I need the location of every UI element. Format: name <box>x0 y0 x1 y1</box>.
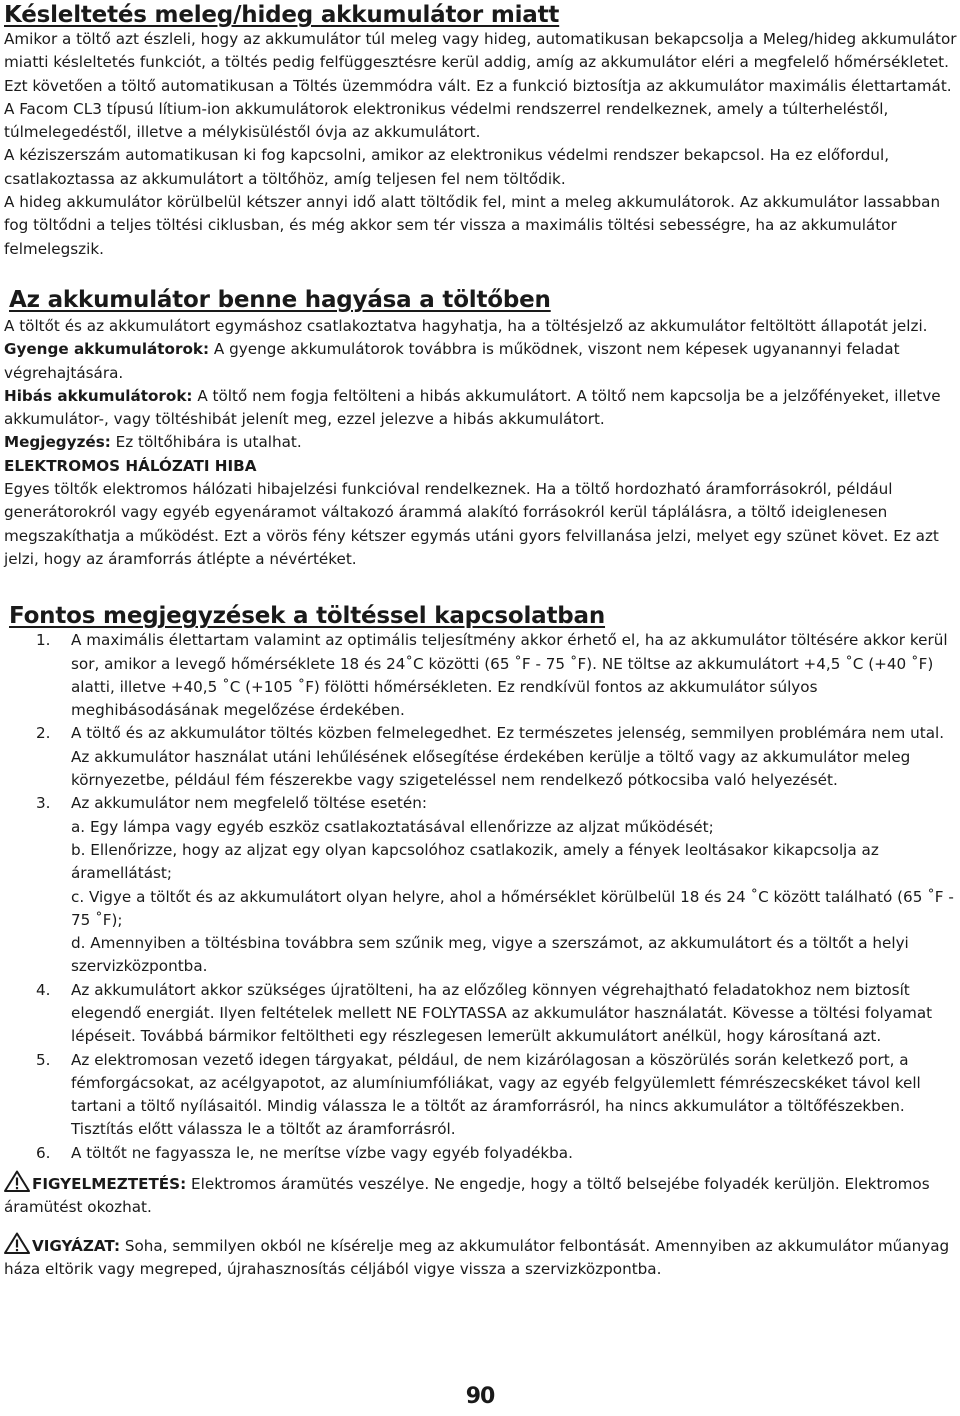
list-item-text: Az akkumulátor nem megfelelő töltése esetén: <box>71 794 427 813</box>
sub-item: b. Ellenőrizze, hogy az aljzat egy olyan kapcsolóhoz csatlakozik, amely a fények leoltásakor kikapcsolja az áramellátást; <box>71 840 879 883</box>
list-item-number: 5. <box>36 1050 51 1069</box>
list-item <box>4 629 957 722</box>
paragraph-delay-intro: Amikor a töltő azt észleli, hogy az akkumulátor túl meleg vagy hideg, automatikusan bekapcsolja a Meleg/hideg akkumulátor miatti késleltetés funkciót, a töltés pedig felfüggesztésre kerül addig, amíg az akkumulátor eléri a megfelelő hőmérsékletet. Ezt követően a töltő automatikusan a Töltés üzemmódra vált. Ez a funkció biztosítja az akkumulátor maximális élettartamát. <box>4 30 957 95</box>
power-fault-heading: ELEKTROMOS HÁLÓZATI HIBA <box>4 456 257 475</box>
sub-item: d. Amennyiben a töltésbina továbbra sem szűnik meg, vigye a szerszámot, az akkumulátort és a töltőt a helyi szervizközpontba. <box>71 934 909 976</box>
sub-item: a. Egy lámpa vagy egyéb eszköz csatlakoztatásával ellenőrizze az aljzat működését; <box>71 817 714 836</box>
caution-notice <box>4 1232 957 1282</box>
list-item-number: 4. <box>36 980 51 999</box>
warning-notice <box>4 1170 957 1220</box>
paragraph-power-fault: Egyes töltők elektromos hálózati hibajelzési funkcióval rendelkeznek. Ha a töltő hordozható áramforrásokról, például generátorokról vagy egyéb egyenáramot váltakozó árammá alakító forrásokról kerül táplálásra, a töltő ideiglenesen megszakíthatja a működést. Ezt a vörös fény kétszer egymás utáni gyors felvillanása jelzi, melyet egy szünet követ. Ez azt jelzi, hogy az áramforrás átlépte a névértéket. <box>4 480 939 568</box>
faulty-batteries-text: A töltő nem fogja feltölteni a hibás akkumulátort. A töltő nem kapcsolja be a jelzőfényeket, illetve akkumulátor-, vagy töltéshibát jelenít meg, ezzel jelezve a hibás akkumulátort. <box>4 386 941 429</box>
list-item-text: A maximális élettartam valamint az optimális teljesítmény akkor érhető el, ha az akkumulátor töltésére akkor kerül sor, amikor a levegő hőmérséklete 18 és 24˚C közötti (65 ˚F - 75 ˚F). NE töltse az akkumulátort +4,5 ˚C (+40 ˚F) alatti, illetve +40,5 ˚C (+105 ˚F) fölötti hőmérsékleten. Ez rendkívül fontos az akkumulátor súlyos meghibásodásának megelőzése érdekében. <box>71 631 948 720</box>
list-item-text: Az akkumulátort akkor szükséges újratölteni, ha az előzőleg könnyen végrehajtható feladatokhoz nem biztosít elegendő energiát. Ilyen feltételek mellett NE FOLYTASSA az akkumulátor használatát. Kövesse a töltési folyamat lépéseit. Továbbá bármikor feltöltheti egy részlegesen lemerült akkumulátort anélkül, hogy károsítaná azt. <box>71 980 933 1046</box>
weak-batteries-label: Gyenge akkumulátorok: <box>4 340 210 359</box>
sub-item: c. Vigye a töltőt és az akkumulátort olyan helyre, ahol a hőmérséklet körülbelül 18 és 24 ˚C között található (65 ˚F - 75 ˚F); <box>71 887 954 929</box>
charging-notes-list <box>4 629 957 1165</box>
caution-triangle-icon <box>4 1232 30 1254</box>
paragraph-protection-system: A Facom CL3 típusú lítium-ion akkumulátorok elektronikus védelmi rendszerrel rendelkeznek, amely a túlterheléstől, túlmelegedéstől, illetve a mélykisüléstől óvja az akkumulátort. <box>4 99 889 142</box>
list-item-number: 1. <box>36 631 51 650</box>
manual-page <box>4 0 957 1281</box>
paragraph-weak-batteries <box>4 338 957 385</box>
paragraph-note <box>4 431 957 454</box>
list-item-text: A töltőt ne fagyassza le, ne merítse vízbe vagy egyéb folyadékba. <box>71 1143 573 1162</box>
faulty-batteries-label: Hibás akkumulátorok: <box>4 386 193 405</box>
list-item-number: 3. <box>36 794 51 813</box>
caution-label: VIGYÁZAT: <box>32 1236 121 1255</box>
list-item <box>4 722 957 792</box>
section-title-charging-notes: Fontos megjegyzések a töltéssel kapcsolatban <box>9 603 606 630</box>
list-item-number: 2. <box>36 724 51 743</box>
caution-text: Soha, semmilyen okból ne kísérelje meg az akkumulátor felbontását. Amennyiben az akkumulátor műanyag háza eltörik vagy megreped, újrahasznosítás céljából vigye vissza a szervizközpontba. <box>4 1236 950 1278</box>
list-item-text: A töltő és az akkumulátor töltés közben felmelegedhet. Ez természetes jelenség, semmilyen problémára nem utal. Az akkumulátor használat utáni lehűlésének elősegítése érdekében kerülje a töltő vagy az akkumulátor meleg környezetbe, például fém fészerekbe vagy szigeteléssel nem rendelkező pótkocsiba való helyezését. <box>71 724 945 790</box>
list-item <box>4 1049 957 1142</box>
paragraph-cold-battery: A hideg akkumulátor körülbelül kétszer annyi idő alatt töltődik fel, mint a meleg akkumulátorok. Az akkumulátor lassabban fog töltődni a teljes töltési ciklusban, és még akkor sem tér vissza a maximális töltési sebességre, ha az akkumulátor felmelegszik. <box>4 193 941 258</box>
section-title-delay: Késleltetés meleg/hideg akkumulátor miatt <box>4 2 560 28</box>
paragraph-tool-shutoff: A kéziszerszám automatikusan ki fog kapcsolni, amikor az elektronikus védelmi rendszer bekapcsol. Ha ez előfordul, csatlakoztassa az akkumulátort a töltőhöz, amíg teljesen fel nem töltődik. <box>4 146 890 188</box>
list-item-number: 6. <box>36 1143 51 1162</box>
warning-text: Elektromos áramütés veszélye. Ne engedje, hogy a töltő belsejébe folyadék kerüljön. Elektromos áramütést okozhat. <box>4 1175 930 1217</box>
warning-triangle-icon <box>4 1170 30 1192</box>
page-number: 90 <box>465 1384 495 1409</box>
warning-label: FIGYELMEZTETÉS: <box>32 1175 187 1194</box>
list-item <box>4 979 957 1049</box>
section-title-leave-in-charger: Az akkumulátor benne hagyása a töltőben <box>9 286 551 313</box>
list-item <box>4 1142 957 1165</box>
paragraph-leave-connected: A töltőt és az akkumulátort egymáshoz csatlakoztatva hagyhatja, ha a töltésjelző az akkumulátor feltöltött állapotát jelzi. <box>4 316 928 335</box>
note-label: Megjegyzés: <box>4 433 111 452</box>
list-item-text: Az elektromosan vezető idegen tárgyakat, például, de nem kizárólagosan a köszörülés során keletkező port, a fémforgácsokat, az acélgyapotot, az alumíniumfóliákat, vagy az egyéb felgyülemlett fémrészecskéket távol kell tartani a töltő nyílásaitól. Mindig válassza le a töltőt az áramforrásról, ha nincs akkumulátor a töltőfészekben. Tisztítás előtt válassza le a töltőt az áramforrásról. <box>71 1050 921 1139</box>
list-item <box>4 792 957 978</box>
weak-batteries-text: A gyenge akkumulátorok továbbra is működnek, viszont nem képesek ugyanannyi feladat végrehajtására. <box>4 340 900 382</box>
paragraph-faulty-batteries <box>4 385 957 432</box>
note-text: Ez töltőhibára is utalhat. <box>110 433 302 452</box>
